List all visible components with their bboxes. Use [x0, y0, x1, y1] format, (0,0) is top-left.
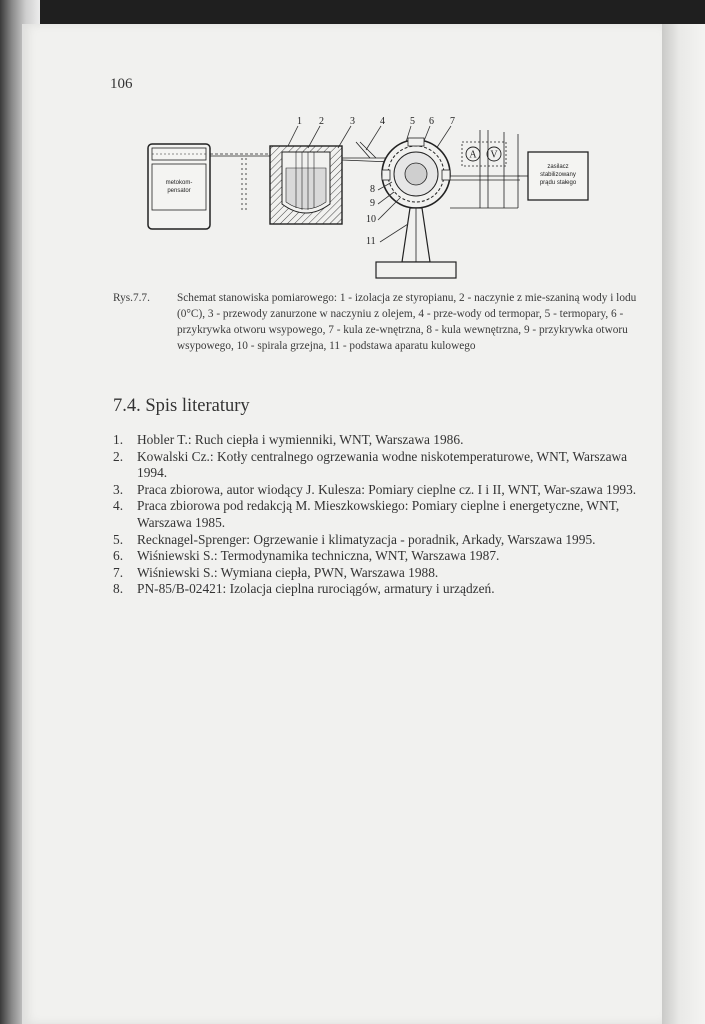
power-label-3: prądu stałego — [539, 180, 577, 186]
power-label-2: stabilizowany — [540, 172, 576, 178]
callout-labels-side — [366, 184, 376, 247]
power-label-1: zasilacz — [547, 164, 569, 170]
reference-item: 4. Praca zbiorowa pod redakcją M. Mieszkowskiego: Pomiary cieplne i energetyczne, WNT, Warszawa 1985. — [113, 498, 620, 530]
power-circuit — [450, 130, 588, 208]
ammeter-label: A — [469, 149, 477, 161]
callout-9: 9 — [370, 198, 375, 209]
callout-2: 2 — [319, 116, 324, 127]
callout-7: 7 — [450, 116, 455, 127]
figure-caption — [113, 290, 643, 354]
compensator-label-2: pensator — [167, 188, 191, 194]
page-number: 106 — [110, 76, 133, 92]
thermocouple-wires — [210, 154, 270, 212]
callout-8: 8 — [370, 184, 375, 195]
compensator-label-1: metokom- — [165, 180, 193, 186]
voltmeter-label: V — [490, 149, 498, 161]
reference-item: 8. PN-85/B-02421: Izolacja cieplna rurociągów, armatury i urządzeń. — [113, 581, 495, 597]
compensator-device — [148, 144, 210, 229]
reference-item: 2. Kowalski Cz.: Kotły centralnego ogrzewania wodne niskotemperaturowe, WNT, Warszawa 1994. — [113, 448, 628, 481]
callout-3: 3 — [350, 116, 355, 127]
reference-item: 5. Recknagel-Sprenger: Ogrzewanie i klimatyzacja - poradnik, Arkady, Warszawa 1995. — [113, 531, 596, 547]
callout-5: 5 — [410, 116, 415, 127]
sphere-apparatus — [376, 138, 456, 278]
reference-item: 3. Praca zbiorowa, autor wiodący J. Kulesza: Pomiary cieplne cz. I i II, WNT, War-szawa 1993. — [113, 481, 637, 497]
reference-item: 6. Wiśniewski S.: Termodynamika techniczna, WNT, Warszawa 1987. — [113, 548, 500, 564]
section-title: 7.4. Spis literatury — [113, 396, 250, 416]
facing-page-edge — [662, 24, 705, 1024]
ice-water-vessel — [270, 146, 342, 224]
callout-10: 10 — [366, 214, 376, 225]
caption-label: Rys.7.7. — [113, 292, 150, 304]
callout-11: 11 — [366, 236, 376, 247]
callout-1: 1 — [297, 116, 302, 127]
thermocouple-leads — [342, 142, 392, 162]
reference-list — [113, 432, 653, 598]
scan-top-border — [0, 0, 705, 26]
measurement-station-diagram — [130, 112, 600, 292]
callout-6: 6 — [429, 116, 434, 127]
callout-4: 4 — [380, 116, 385, 127]
reference-item: 1. Hobler T.: Ruch ciepła i wymienniki, WNT, Warszawa 1986. — [113, 432, 464, 447]
reference-item: 7. Wiśniewski S.: Wymiana ciepła, PWN, Warszawa 1988. — [113, 564, 439, 580]
callout-labels-top — [297, 116, 455, 127]
caption-text: Schemat stanowiska pomiarowego: 1 - izolacja ze styropianu, 2 - naczynie z mie-szaniną wody i lodu (0°C), 3 - przewody zanurzone w naczyniu z olejem, 4 - prze-wody od termopar, 5 - termopary, 6 - przykrywka otworu wsypowego, 7 - kula ze-wnętrzna, 8 - kula wewnętrzna, 9 - przykrywka otworu wsypowego, 10 - spirala grzejna, 11 - podstawa aparatu kulowego — [177, 292, 637, 352]
